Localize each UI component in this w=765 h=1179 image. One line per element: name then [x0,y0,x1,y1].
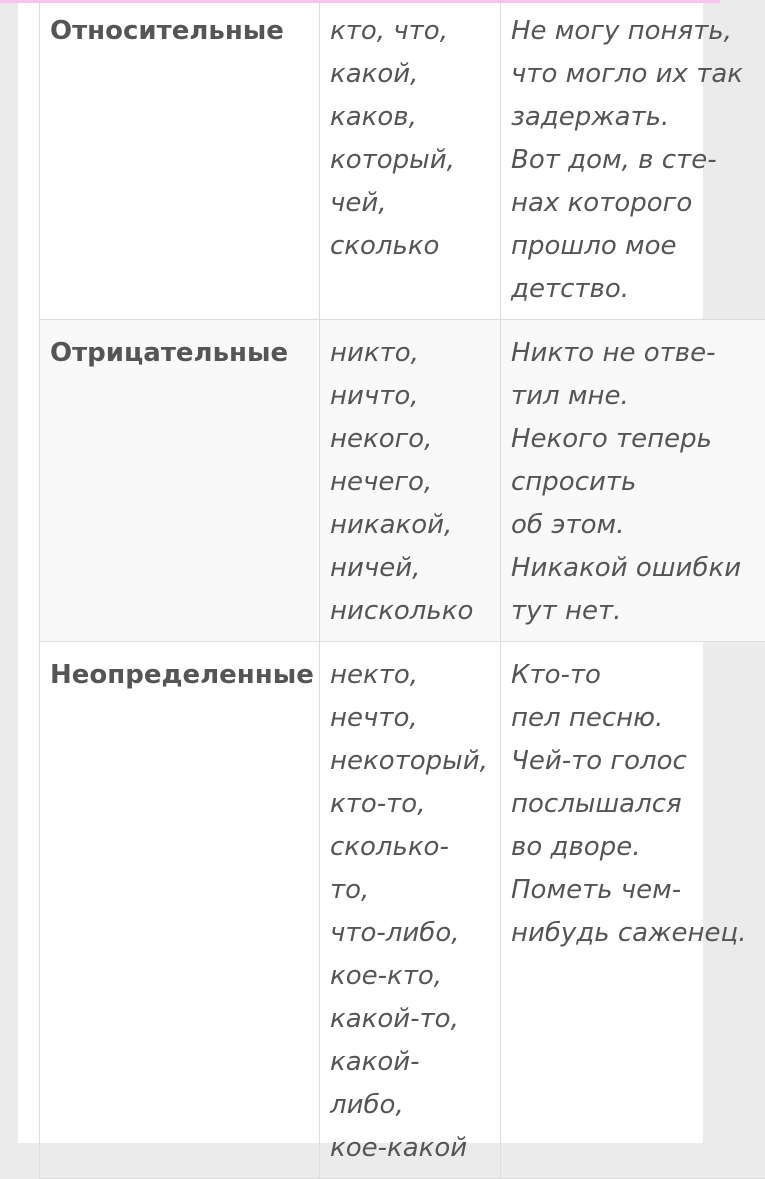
example-line: тут нет. [511,590,755,633]
word-line: никто, [330,332,490,375]
word-line: какой-то, [330,998,490,1041]
example-line: тил мне. [511,375,755,418]
pronoun-words-cell [320,642,501,1179]
word-line: какой, [330,53,490,96]
pronoun-type-cell: Неопределенные [40,642,320,1179]
example-line: пел песню. [511,697,755,740]
example-line: Чей-то голос [511,740,755,783]
example-cell [501,3,765,320]
example-line: Пометь чем- [511,869,755,912]
word-line: никакой, [330,504,490,547]
word-line: ничто, [330,375,490,418]
example-line: Не могу понять, [511,10,755,53]
word-line: что-либо, [330,912,490,955]
example-line: задержать. [511,96,755,139]
word-line: сколько [330,225,490,268]
pronoun-words-cell [320,3,501,320]
pronoun-type-cell: Отрицательные [40,320,320,642]
word-line: какой- [330,1041,490,1084]
word-line: нисколько [330,590,490,633]
example-cell [501,642,765,1179]
word-line: ничей, [330,547,490,590]
word-line: то, [330,869,490,912]
example-line: детство. [511,268,755,311]
word-line: некто, [330,654,490,697]
example-line: Никакой ошибки [511,547,755,590]
pronoun-table [39,3,765,1179]
word-line: нечего, [330,461,490,504]
content-page [18,3,703,1143]
word-line: кто-то, [330,783,490,826]
word-line: некоторый, [330,740,490,783]
table-row [40,642,765,1179]
example-line: Вот дом, в сте- [511,139,755,182]
word-line: чей, [330,182,490,225]
pronoun-words-cell [320,320,501,642]
word-line: нечто, [330,697,490,740]
word-line: кое-какой [330,1127,490,1170]
example-line: об этом. [511,504,755,547]
word-line: либо, [330,1084,490,1127]
example-line: Никто не отве- [511,332,755,375]
example-line: нибудь саженец. [511,912,755,955]
word-line: кое-кто, [330,955,490,998]
word-line: который, [330,139,490,182]
example-line: нах которого [511,182,755,225]
word-line: некого, [330,418,490,461]
pronoun-type-cell: Относительные [40,3,320,320]
example-line: послышался [511,783,755,826]
example-line: во дворе. [511,826,755,869]
example-cell [501,320,765,642]
example-line: Некого теперь [511,418,755,461]
word-line: каков, [330,96,490,139]
example-line: что могло их так [511,53,755,96]
example-line: спросить [511,461,755,504]
example-line: прошло мое [511,225,755,268]
example-line: Кто-то [511,654,755,697]
word-line: кто, что, [330,10,490,53]
word-line: сколько- [330,826,490,869]
table-row [40,3,765,320]
table-row [40,320,765,642]
